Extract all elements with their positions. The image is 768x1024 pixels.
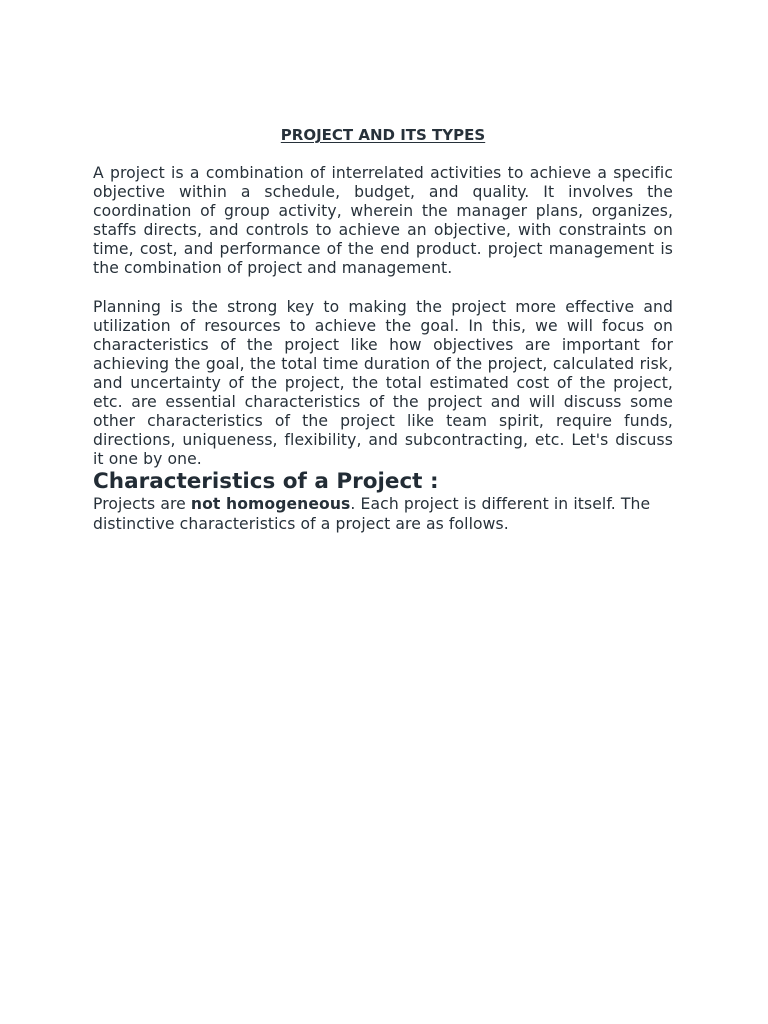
section-body-bold: not homogeneous bbox=[190, 495, 351, 514]
section-body-characteristics bbox=[93, 495, 653, 533]
paragraph-project-definition: A project is a combination of interrelated activities to achieve a specific objective within a schedule, budget, and quality. It involves the coordination of group activity, wherein the manager plans, organizes, staffs directs, and controls to achieve an objective, with constraints on time, cost, and performance of the end product. project management is the combination of project and management. bbox=[93, 164, 673, 278]
paragraph-planning: Planning is the strong key to making the project more effective and utilization of resources to achieve the goal. In this, we will focus on characteristics of the project like how objectives are important for achieving the goal, the total time duration of the project, calculated risk, and uncertainty of the project, the total estimated cost of the project, etc. are essential characteristics of the project and will discuss some other characteristics of the project like team spirit, require funds, directions, uniqueness, flexibility, and subcontracting, etc. Let's discuss it one by one. bbox=[93, 297, 673, 469]
section-heading-characteristics: Characteristics of a Project : bbox=[93, 469, 439, 495]
section-body-suffix: . Each project is different in itself. The distinctive characteristics of a project are as follows. bbox=[93, 495, 651, 533]
document-page bbox=[93, 124, 673, 534]
section-body-prefix: Projects are bbox=[93, 495, 191, 514]
document-title: PROJECT AND ITS TYPES bbox=[280, 126, 486, 144]
